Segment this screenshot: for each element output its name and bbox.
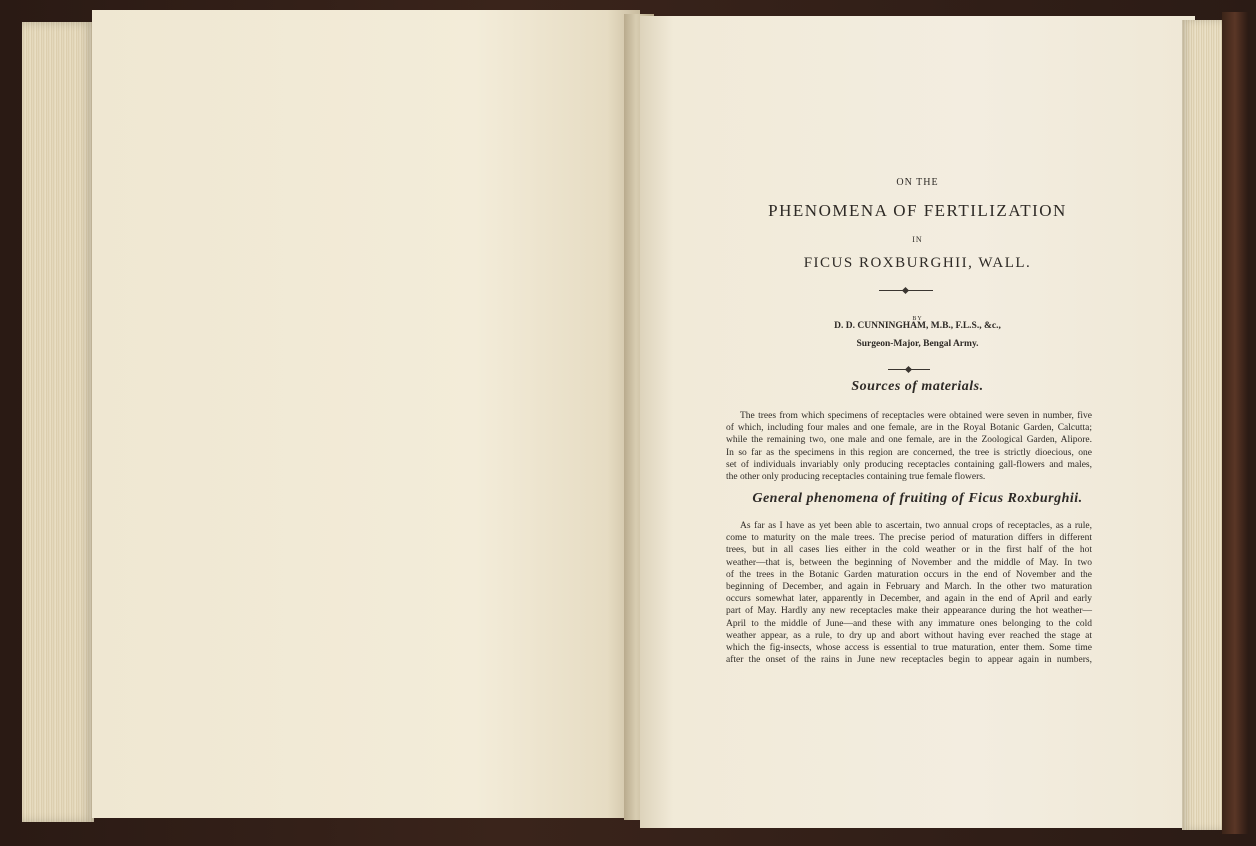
- text-line: after the onset of the rains in June new receptacles begin to appear again in numbers,: [726, 655, 1092, 666]
- author-name: D. D. CUNNINGHAM, M.B., F.L.S., &c.,: [834, 321, 1001, 331]
- paragraph-sources: [726, 410, 1092, 483]
- text-line: of the trees in the Botanic Garden maturation occurs in the end of November and the: [726, 569, 1092, 580]
- text-line: occurs somewhat later, apparently in December, and again in the end of April and early: [726, 594, 1092, 605]
- section-heading-sources: Sources of materials.: [851, 379, 984, 394]
- text-line: As far as I have as yet been able to ascertain, two annual crops of receptacles, as a rule,: [740, 521, 1092, 531]
- text-line: come to maturity on the male trees. The precise period of maturation differs in different: [726, 533, 1092, 544]
- ornament-rule-top: [879, 290, 933, 291]
- text-line: part of May. Hardly any new receptacles make their appearance during the hot weather—: [726, 606, 1092, 617]
- text-line: In so far as the specimens in this region are concerned, the tree is strictly dioecious, one: [726, 447, 1092, 458]
- right-page-edges: [1182, 20, 1224, 830]
- text-line: set of individuals invariably only producing receptacles containing gall-flowers and males,: [726, 459, 1092, 470]
- title-in: IN: [912, 235, 923, 244]
- byline-by: BY: [912, 316, 923, 322]
- book-cover-edge: [1222, 12, 1248, 834]
- text-line: The trees from which specimens of receptacles were obtained were seven in number, five: [740, 411, 1092, 421]
- author-rank: Surgeon-Major, Bengal Army.: [856, 339, 979, 349]
- left-page-edges: [22, 22, 94, 822]
- text-line: weather appear, as a rule, to dry up and abort without having ever reached the stage at: [726, 630, 1092, 641]
- text-line: the other only producing receptacles containing true female flowers.: [726, 472, 986, 483]
- text-line: which the fig-insects, whose access is essential to true maturation, enter them. Some time: [726, 643, 1092, 654]
- title-on-the: ON THE: [896, 177, 939, 188]
- text-line: beginning of December, and again in February and March. In the other two maturation: [726, 582, 1092, 593]
- section-heading-general: General phenomena of fruiting of Ficus Roxburghii.: [752, 491, 1083, 506]
- title-main: PHENOMENA OF FERTILIZATION: [768, 201, 1067, 220]
- text-line: trees, but in all cases lies either in the cold weather or in the first half of the hot: [726, 545, 1092, 556]
- text-line: while the remaining two, one male and one female, are in the Zoological Garden, Alipore.: [726, 435, 1092, 446]
- text-line: weather—that is, between the beginning of November and the middle of May. In two: [726, 557, 1092, 568]
- paragraph-general: [726, 520, 1092, 666]
- ornament-rule-bottom: [888, 369, 930, 370]
- title-species: FICUS ROXBURGHII, WALL.: [803, 255, 1032, 271]
- left-blank-page: [92, 10, 640, 818]
- text-line: April to the middle of June—and these with any immature ones belonging to the cold: [726, 618, 1092, 629]
- text-line: of which, including four males and one female, are in the Royal Botanic Garden, Calcutta;: [726, 423, 1092, 434]
